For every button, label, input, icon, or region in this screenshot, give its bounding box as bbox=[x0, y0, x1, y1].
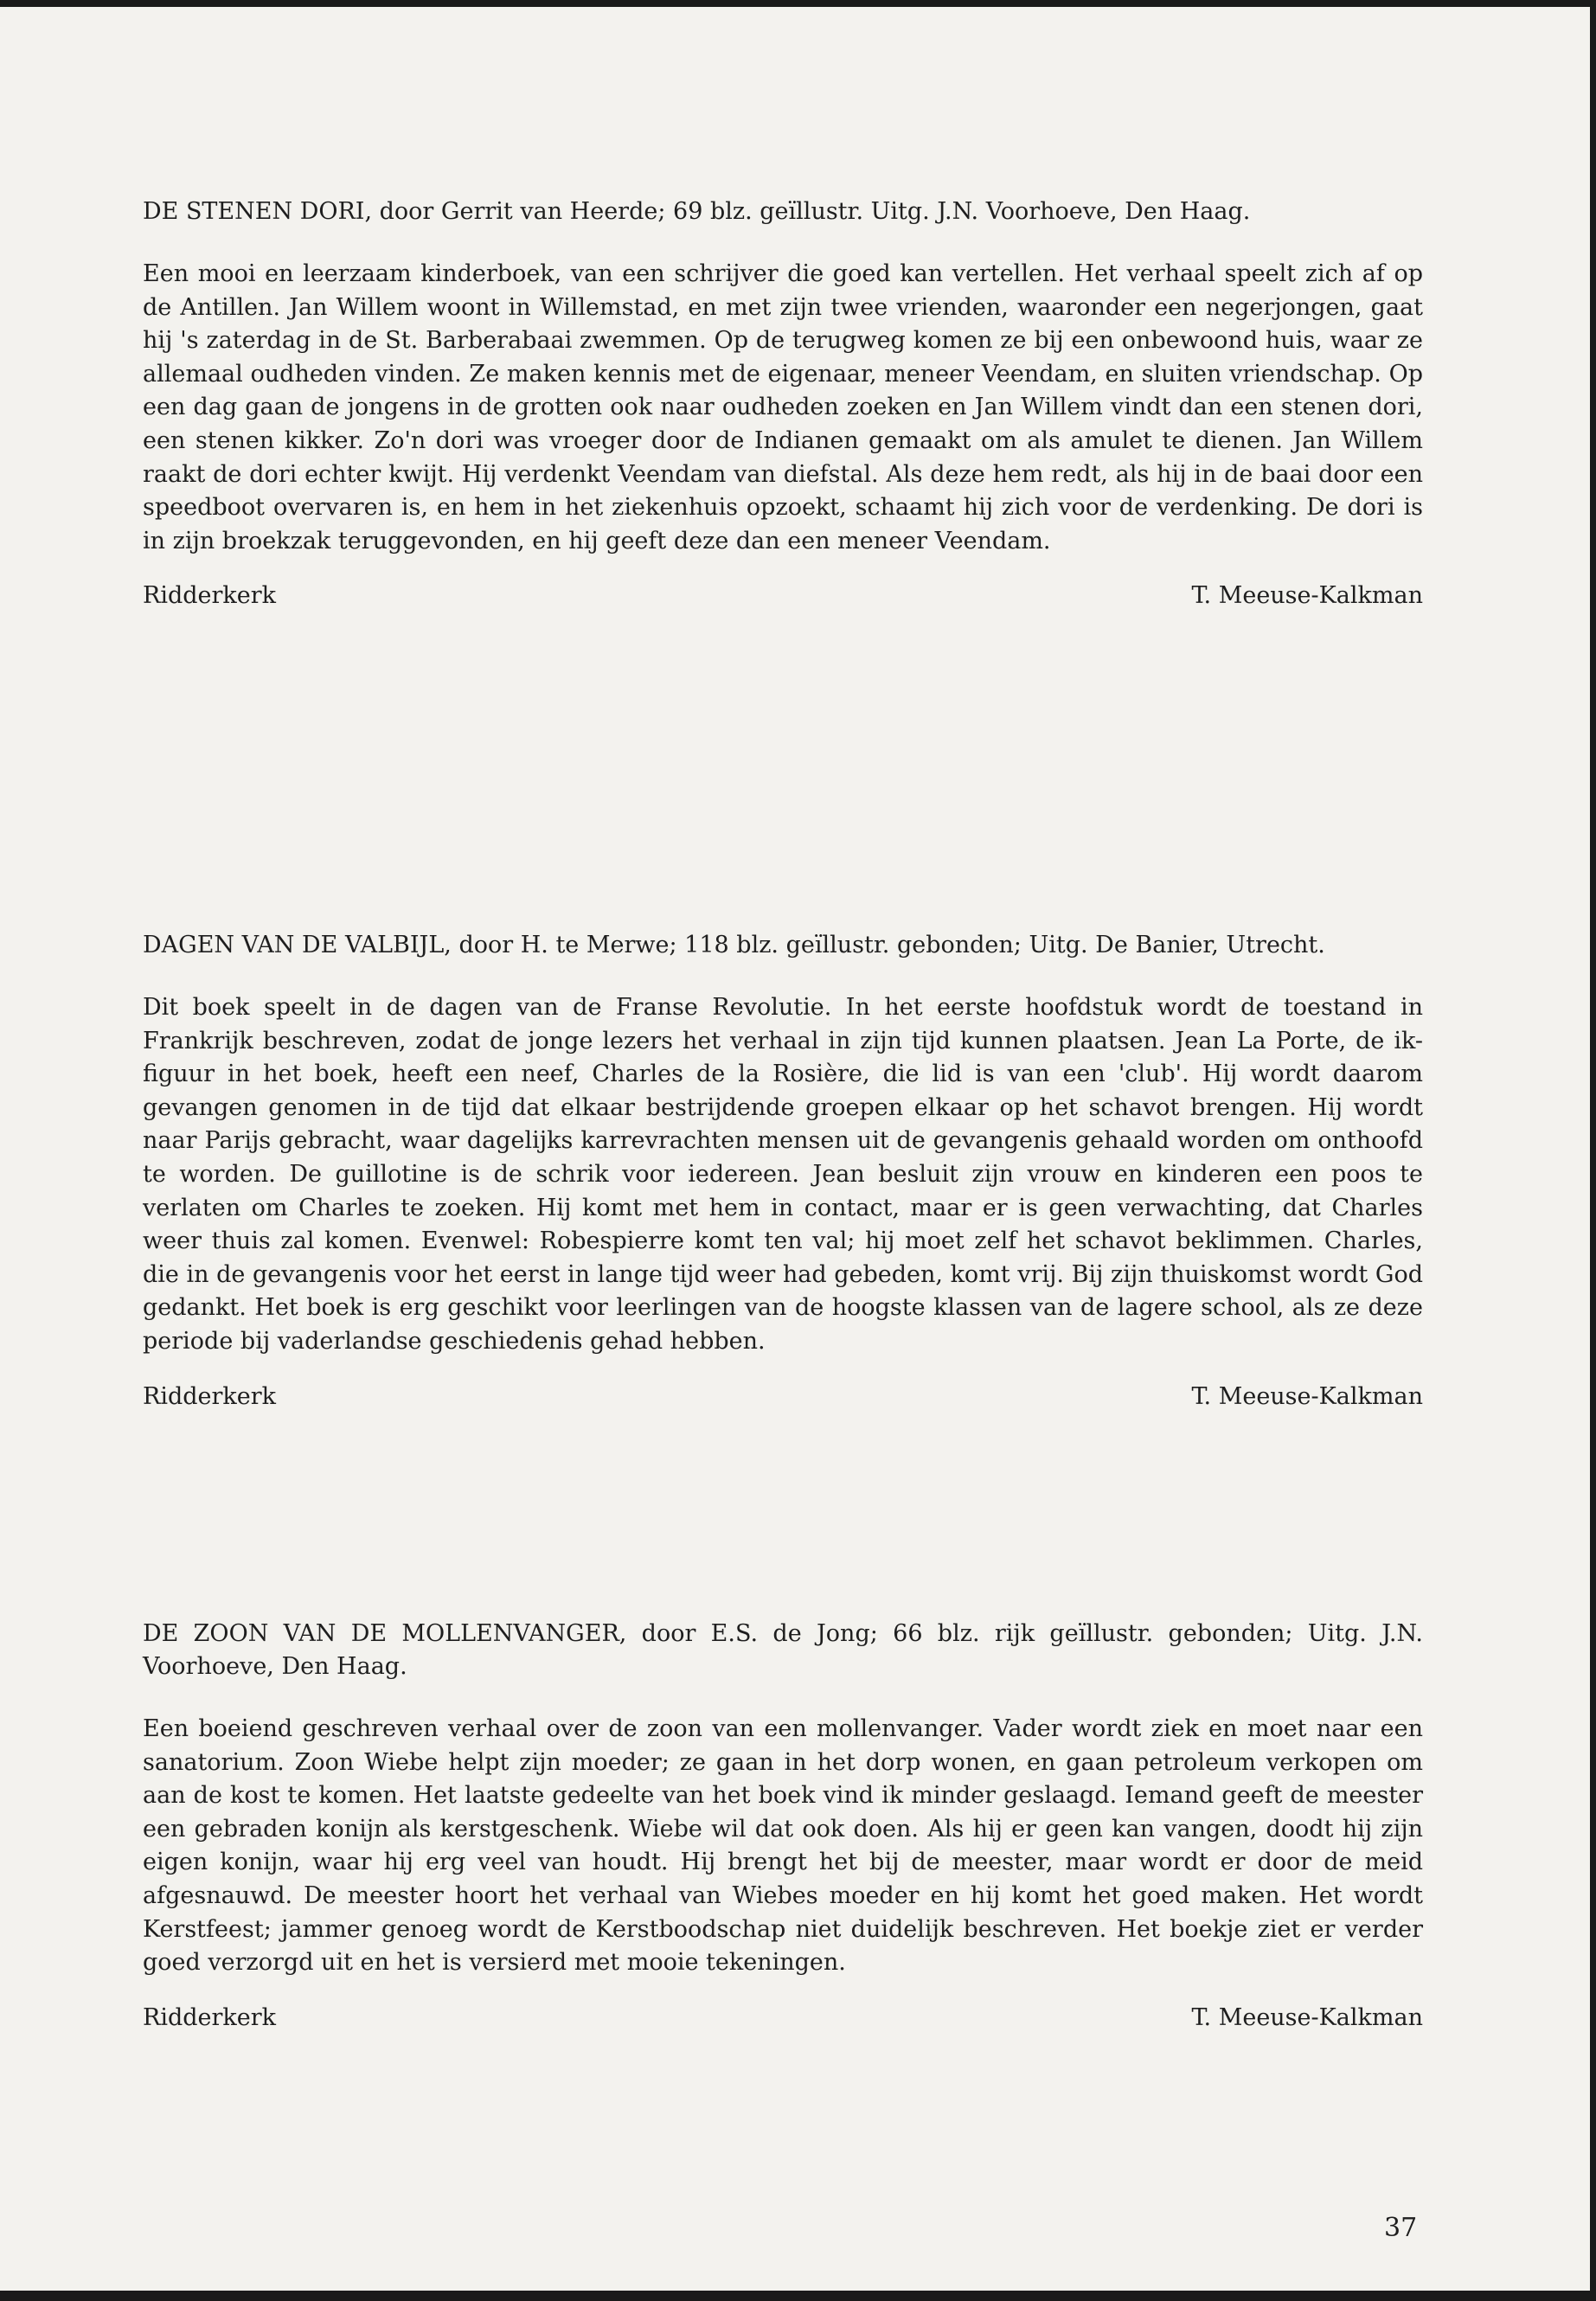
review-heading: DE STENEN DORI, door Gerrit van Heerde; 69 blz. geïllustr. Uitg. J.N. Voorhoeve, Den Haag. bbox=[143, 198, 1251, 225]
review-heading: DE ZOON VAN DE MOLLENVANGER, door E.S. de Jong; 66 blz. rijk geïllustr. gebonden; Uitg. J.N. Voorhoeve, Den Haag. bbox=[143, 1620, 1423, 1680]
page bbox=[0, 7, 1590, 2291]
review-author: T. Meeuse-Kalkman bbox=[1191, 582, 1423, 610]
review-signoff bbox=[143, 1380, 1423, 1414]
review-place: Ridderkerk bbox=[143, 582, 277, 610]
review-dagen-van-de-valbijl bbox=[143, 929, 1423, 1414]
review-signoff bbox=[143, 2001, 1423, 2035]
review-de-stenen-dori bbox=[143, 195, 1423, 613]
review-author: T. Meeuse-Kalkman bbox=[1191, 2003, 1423, 2031]
review-place: Ridderkerk bbox=[143, 1382, 277, 1410]
review-place: Ridderkerk bbox=[143, 2003, 277, 2031]
review-signoff bbox=[143, 579, 1423, 613]
review-body: Een boeiend geschreven verhaal over de zoon van een mollenvanger. Vader wordt ziek en moet naar een sanatorium. Zoon Wiebe helpt zijn moeder; ze gaan in het dorp wonen, en gaan petroleum verkopen om aan de kost te komen. Het laatste gedeelte van het boek vind ik minder geslaagd. Iemand geeft de meester een gebraden konijn als kerstgeschenk. Wiebe wil dat ook doen. Als hij er geen kan vangen, doodt hij zijn eigen konijn, waar hij erg veel van houdt. Hij brengt het bij de meester, maar wordt er door de meid afgesnauwd. De meester hoort het verhaal van Wiebes moeder en hij komt het goed maken. Het wordt Kerstfeest; jammer genoeg wordt de Kerstboodschap niet duidelijk beschreven. Het boekje ziet er verder goed verzorgd uit en het is versierd met mooie tekeningen. bbox=[143, 1715, 1423, 1977]
review-heading: DAGEN VAN DE VALBIJL, door H. te Merwe; 118 blz. geïllustr. gebonden; Uitg. De Banier, Utrecht. bbox=[143, 932, 1325, 958]
review-author: T. Meeuse-Kalkman bbox=[1191, 1382, 1423, 1410]
page-number: 37 bbox=[1384, 2213, 1418, 2243]
review-body: Een mooi en leerzaam kinderboek, van een schrijver die goed kan vertellen. Het verhaal speelt zich af op de Antillen. Jan Willem woont in Willemstad, en met zijn twee vrienden, waaronder een negerjongen, gaat hij 's zaterdag in de St. Barberabaai zwemmen. Op de terugweg komen ze bij een onbewoond huis, waar ze allemaal oudheden vinden. Ze maken kennis met de eigenaar, meneer Veendam, en sluiten vriendschap. Op een dag gaan de jongens in de grotten ook naar oudheden zoeken en Jan Willem vindt dan een stenen dori, een stenen kikker. Zo'n dori was vroeger door de Indianen gemaakt om als amulet te dienen. Jan Willem raakt de dori echter kwijt. Hij verdenkt Veendam van diefstal. Als deze hem redt, als hij in de baai door een speedboot overvaren is, en hem in het ziekenhuis opzoekt, schaamt hij zich voor de verdenking. De dori is in zijn broekzak teruggevonden, en hij geeft deze dan een meneer Veendam. bbox=[143, 260, 1423, 554]
review-body: Dit boek speelt in de dagen van de Franse Revolutie. In het eerste hoofdstuk wordt de toestand in Frankrijk beschreven, zodat de jonge lezers het verhaal in zijn tijd kunnen plaatsen. Jean La Porte, de ik-figuur in het boek, heeft een neef, Charles de la Rosière, die lid is van een 'club'. Hij wordt daarom gevangen genomen in de tijd dat elkaar bestrijdende groepen elkaar op het schavot brengen. Hij wordt naar Parijs gebracht, waar dagelijks karrevrachten mensen uit de gevangenis gehaald worden om onthoofd te worden. De guillotine is de schrik voor iedereen. Jean besluit zijn vrouw en kinderen een poos te verlaten om Charles te zoeken. Hij komt met hem in contact, maar er is geen verwachting, dat Charles weer thuis zal komen. Evenwel: Robespierre komt ten val; hij moet zelf het schavot beklimmen. Charles, die in de gevangenis voor het eerst in lange tijd weer had gebeden, komt vrij. Bij zijn thuiskomst wordt God gedankt. Het boek is erg geschikt voor leerlingen van de hoogste klassen van de lagere school, als ze deze periode bij vaderlandse geschiedenis gehad hebben. bbox=[143, 994, 1423, 1355]
review-de-zoon-van-de-mollenvanger bbox=[143, 1618, 1423, 2035]
